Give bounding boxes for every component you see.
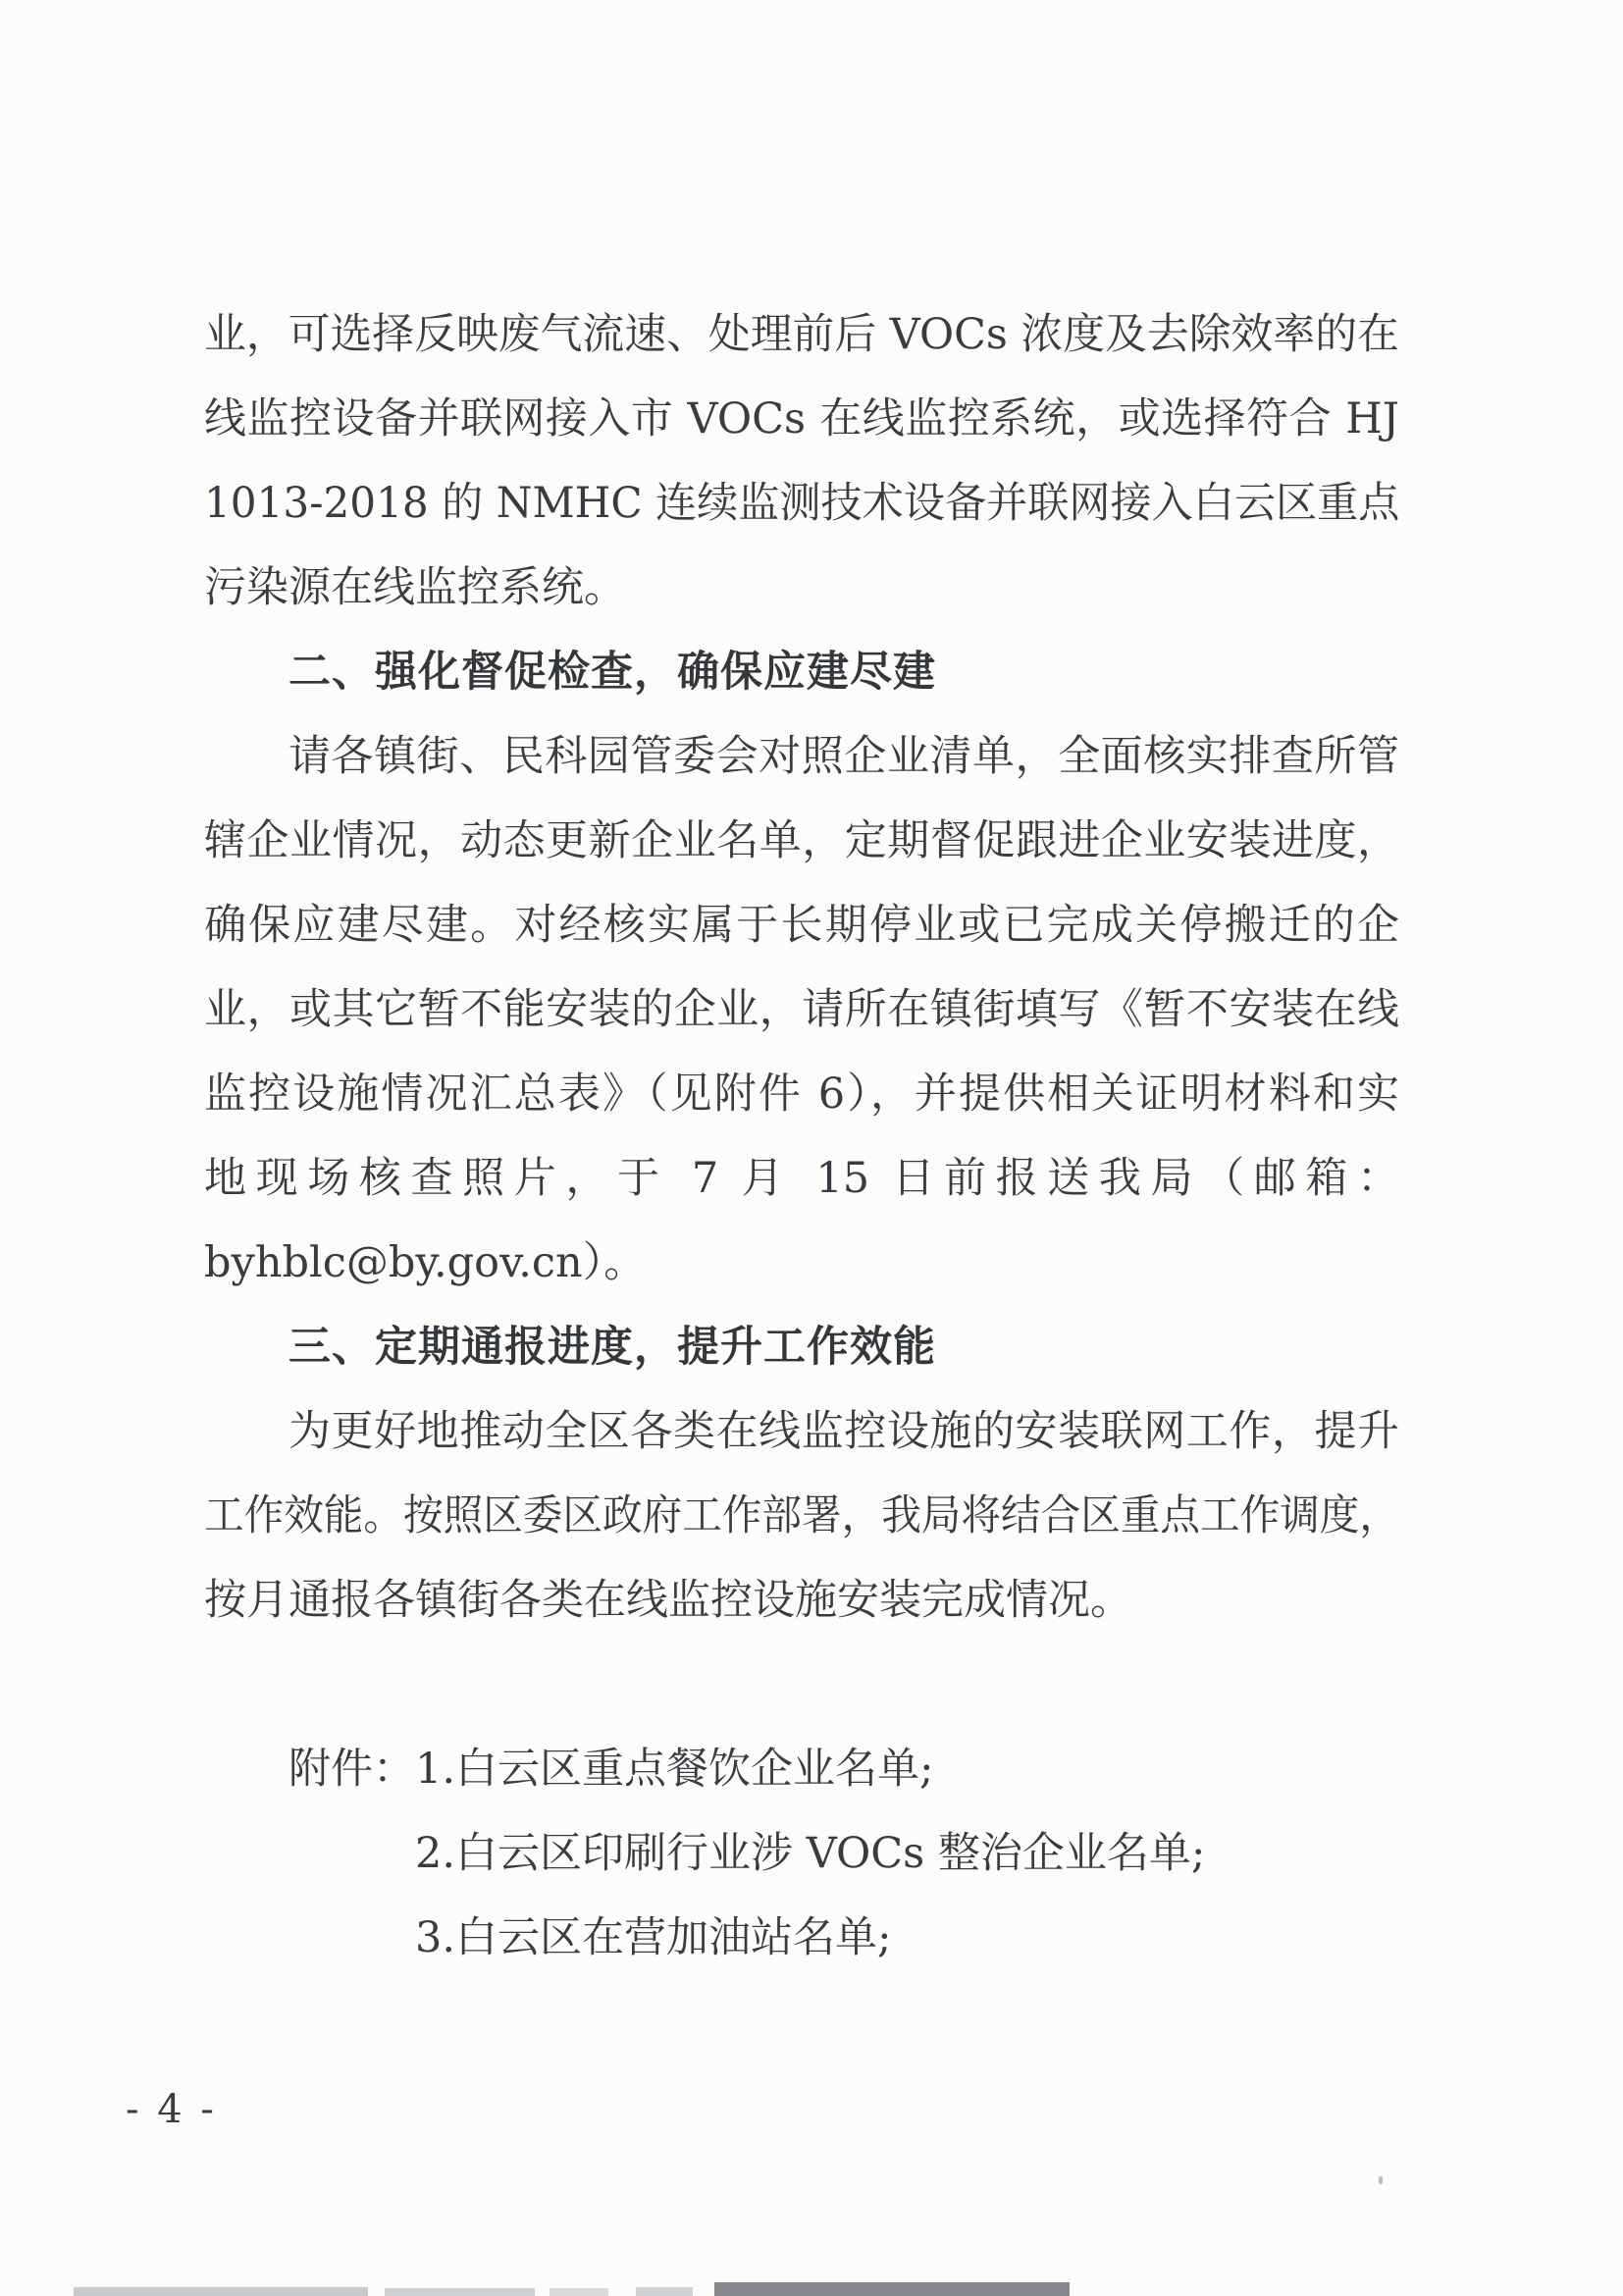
attachments-section — [204, 1727, 1399, 1980]
paragraph-line: 请各镇街、民科园管委会对照企业清单，全面核实排查所管 — [288, 732, 1399, 781]
paragraph-line: 业，可选择反映废气流速、处理前后 VOCs 浓度及去除效率的在 — [204, 310, 1399, 359]
paragraph-line: 辖企业情况，动态更新企业名单，定期督促跟进企业安装进度， — [204, 816, 1399, 865]
document-body — [204, 292, 1399, 1980]
attachment-item: 3.白云区在营加油站名单; — [415, 1913, 892, 1962]
paragraph-line: 为更好地推动全区各类在线监控设施的安装联网工作，提升 — [288, 1407, 1399, 1456]
paragraph-line: 确保应建尽建。对经核实属于长期停业或已完成关停搬迁的企 — [204, 901, 1399, 950]
attachment-item: 2.白云区印刷行业涉 VOCs 整治企业名单; — [415, 1829, 1206, 1878]
scan-edge-artifact — [385, 2288, 535, 2296]
scan-edge-artifact — [74, 2287, 368, 2296]
paragraph-line: 地现场核查照片，于 7 月 15 日前报送我局（邮箱： — [204, 1154, 1399, 1203]
paragraph-line: 业，或其它暂不能安装的企业，请所在镇街填写《暂不安装在线 — [204, 985, 1399, 1034]
attachments-list — [415, 1727, 1399, 1980]
paragraph-line-email: byhblc@by.gov.cn）。 — [204, 1238, 647, 1287]
attachments-label: 附件： — [288, 1745, 415, 1794]
scan-edge-artifact — [550, 2288, 608, 2296]
paragraph-line: 线监控设备并联网接入市 VOCs 在线监控系统，或选择符合 HJ — [204, 394, 1399, 444]
attachment-item: 1.白云区重点餐饮企业名单; — [415, 1745, 934, 1794]
section-heading-2: 二、强化督促检查，确保应建尽建 — [288, 648, 936, 697]
scan-speck — [1379, 2176, 1383, 2184]
paragraph-line: 污染源在线监控系统。 — [204, 563, 626, 612]
paragraph-line: 按月通报各镇街各类在线监控设施安装完成情况。 — [204, 1576, 1132, 1625]
paragraph-line: 1013-2018 的 NMHC 连续监测技术设备并联网接入白云区重点 — [204, 479, 1400, 528]
paragraph-line: 工作效能。按照区委区政府工作部署，我局将结合区重点工作调度， — [204, 1491, 1399, 1540]
scan-edge-artifact — [636, 2287, 693, 2296]
paragraph-line: 监控设施情况汇总表》（见附件 6），并提供相关证明材料和实 — [204, 1070, 1399, 1119]
section-heading-3: 三、定期通报进度，提升工作效能 — [288, 1323, 936, 1372]
scan-edge-artifact — [714, 2282, 1070, 2296]
page-number: - 4 - — [126, 2087, 217, 2132]
